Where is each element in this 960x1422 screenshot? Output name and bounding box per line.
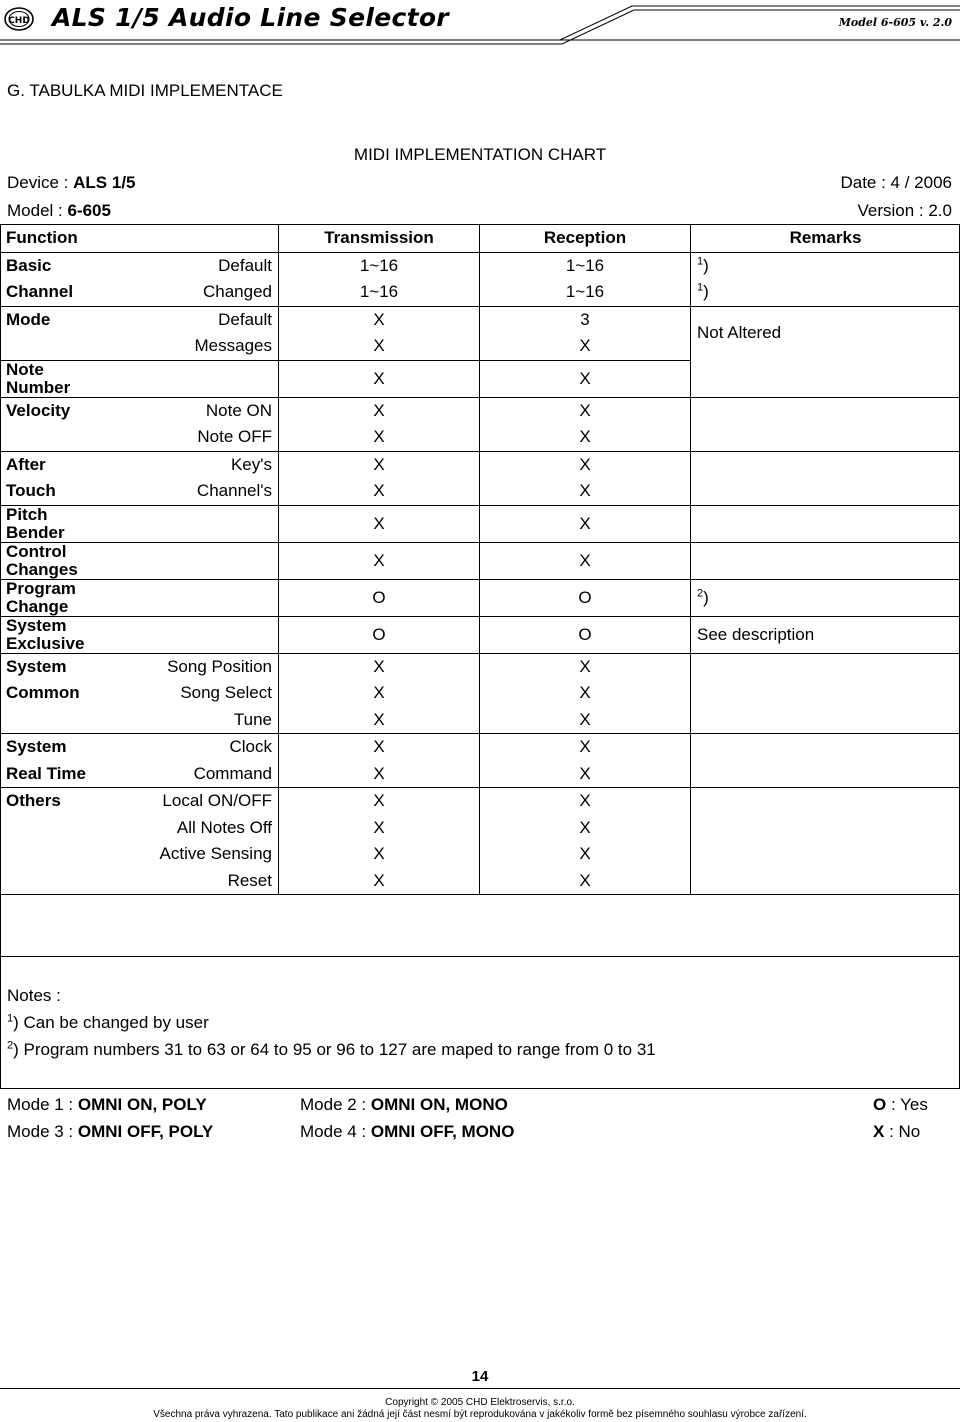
footer-divider <box>0 1388 960 1389</box>
row-function: After <box>6 454 46 474</box>
row-tx: X <box>279 868 480 895</box>
mode-2: Mode 2 : OMNI ON, MONO <box>300 1095 508 1114</box>
row-sub: Default <box>218 255 272 275</box>
row-remark <box>691 761 960 788</box>
table-row <box>0 542 960 579</box>
row-tx: X <box>279 680 480 707</box>
rights-notice: Všechna práva vyhrazena. Tato publikace ani žádná její část nesmí být reprodukována v jakékoliv formě bez písemného souhlasu výrobce zařízení. <box>153 1409 807 1420</box>
table-row <box>0 360 960 397</box>
row-sub: Reset <box>132 868 279 895</box>
row-remark: Not Altered <box>697 323 782 343</box>
row-remark: $^1$) <box>691 279 960 306</box>
row-sub: Song Position <box>167 656 272 676</box>
row-sub: Song Select <box>180 683 272 703</box>
table-row <box>0 734 960 761</box>
row-tx: X <box>279 478 480 505</box>
row-sub: Clock <box>229 737 272 757</box>
row-rx: X <box>480 734 691 761</box>
row-tx: 1~16 <box>279 279 480 306</box>
row-remark <box>691 680 960 707</box>
row-function <box>0 707 132 734</box>
row-tx: X <box>279 707 480 734</box>
chart-title: MIDI IMPLEMENTATION CHART <box>353 145 607 164</box>
row-rx: X <box>480 653 691 680</box>
row-remark <box>691 815 960 842</box>
row-remark <box>691 707 960 734</box>
row-remark <box>691 424 960 451</box>
row-rx: O <box>480 579 691 616</box>
row-remark: See description <box>691 616 960 653</box>
row-remark <box>691 734 960 761</box>
row-tx: O <box>279 579 480 616</box>
row-remark <box>691 788 960 815</box>
row-sub: All Notes Off <box>176 817 272 837</box>
table-row <box>0 252 960 279</box>
table-row <box>0 841 960 868</box>
note-2: $^2$) Program numbers 31 to 63 or 64 to 95 or 96 to 127 are maped to range from 0 to 31 <box>7 1039 656 1059</box>
row-rx: X <box>480 360 691 397</box>
row-remark <box>691 451 960 478</box>
row-remark: $^1$) <box>697 255 709 275</box>
row-sub: Key's <box>230 454 272 474</box>
row-tx: X <box>279 761 480 788</box>
row-rx: X <box>480 451 691 478</box>
row-rx: X <box>480 542 691 579</box>
mode-1: Mode 1 : OMNI ON, POLY <box>7 1095 207 1114</box>
row-function: Note Number <box>0 360 279 397</box>
row-rx: X <box>480 478 691 505</box>
model-info: Model : 6-605 <box>7 201 111 220</box>
row-sub: Active Sensing <box>159 844 272 864</box>
table-row <box>0 616 960 653</box>
device-info: Device : ALS 1/5 <box>7 173 136 192</box>
row-rx: 1~16 <box>480 252 691 279</box>
row-rx: X <box>480 788 691 815</box>
row-tx: X <box>279 815 480 842</box>
row-rx: X <box>480 841 691 868</box>
mode-4: Mode 4 : OMNI OFF, MONO <box>300 1122 515 1141</box>
row-function: Mode <box>6 309 51 329</box>
row-tx: X <box>279 505 480 542</box>
table-row <box>0 680 960 707</box>
row-tx: 1~16 <box>279 252 480 279</box>
row-remark <box>691 397 960 424</box>
row-sub: Tune <box>132 707 279 734</box>
table-row <box>0 306 960 333</box>
row-tx: X <box>279 788 480 815</box>
row-rx: X <box>480 424 691 451</box>
row-rx: X <box>480 397 691 424</box>
row-rx: 3 <box>480 306 691 333</box>
table-row <box>0 451 960 478</box>
row-function: Basic <box>6 255 52 275</box>
row-function: System Exclusive <box>0 616 279 653</box>
row-function <box>0 333 132 360</box>
row-function: Velocity <box>6 400 71 420</box>
row-function <box>0 868 132 895</box>
row-sub: Command <box>132 761 279 788</box>
copyright: Copyright © 2005 CHD Elektroservis, s.r.o. <box>385 1397 575 1408</box>
row-sub: Channel's <box>132 478 279 505</box>
notes-label: Notes : <box>7 986 61 1005</box>
chd-logo-icon <box>4 6 34 32</box>
row-function: Others <box>6 791 61 811</box>
row-remark <box>691 505 960 542</box>
row-tx: X <box>279 542 480 579</box>
row-tx: X <box>279 306 480 333</box>
table-row <box>0 788 960 815</box>
table-row <box>0 815 960 842</box>
svg-text:CHD: CHD <box>8 16 30 26</box>
table-row <box>0 868 960 895</box>
row-function: Channel <box>0 279 132 306</box>
date-info: Date : 4 / 2006 <box>840 173 952 192</box>
table-header-row <box>0 225 960 253</box>
midi-implementation-table <box>0 224 960 895</box>
row-remark <box>691 542 960 579</box>
table-row <box>0 653 960 680</box>
row-function: Program Change <box>0 579 279 616</box>
header-reception: Reception <box>480 225 691 253</box>
row-tx: X <box>279 333 480 360</box>
document-title: ALS 1/5 Audio Line Selector <box>52 3 449 32</box>
row-rx: X <box>480 707 691 734</box>
table-row <box>0 579 960 616</box>
row-tx: O <box>279 616 480 653</box>
row-rx: X <box>480 333 691 360</box>
row-rx: O <box>480 616 691 653</box>
row-rx: X <box>480 868 691 895</box>
legend-yes: O : Yes <box>873 1095 928 1114</box>
version-info: Version : 2.0 <box>857 201 952 220</box>
row-tx: X <box>279 653 480 680</box>
row-function: Control Changes <box>0 542 279 579</box>
row-function: Pitch Bender <box>0 505 279 542</box>
row-function: Real Time <box>0 761 132 788</box>
row-sub: Local ON/OFF <box>162 791 272 811</box>
row-sub: Note OFF <box>132 424 279 451</box>
mode-3: Mode 3 : OMNI OFF, POLY <box>7 1122 214 1141</box>
table-row <box>0 707 960 734</box>
row-rx: 1~16 <box>480 279 691 306</box>
row-sub: Changed <box>132 279 279 306</box>
row-function <box>0 815 132 842</box>
row-function: Touch <box>0 478 132 505</box>
row-rx: X <box>480 815 691 842</box>
header-function: Function <box>0 225 279 253</box>
row-sub: Messages <box>132 333 279 360</box>
row-remark <box>691 653 960 680</box>
section-title: G. TABULKA MIDI IMPLEMENTACE <box>7 81 283 100</box>
legend-no: X : No <box>873 1122 921 1141</box>
row-function: System <box>6 737 67 757</box>
header-remarks: Remarks <box>691 225 960 253</box>
page-number: 14 <box>471 1368 489 1385</box>
row-function: Common <box>6 683 80 703</box>
row-function <box>0 424 132 451</box>
header-transmission: Transmission <box>279 225 480 253</box>
table-row <box>0 761 960 788</box>
row-function: System <box>6 656 67 676</box>
note-1: $^1$) Can be changed by user <box>7 1012 209 1032</box>
row-function <box>0 841 132 868</box>
row-rx: X <box>480 680 691 707</box>
row-remark <box>691 360 960 397</box>
row-remark <box>691 868 960 895</box>
row-tx: X <box>279 424 480 451</box>
row-sub: Default <box>218 309 272 329</box>
row-tx: X <box>279 451 480 478</box>
row-tx: X <box>279 841 480 868</box>
row-tx: X <box>279 397 480 424</box>
table-row <box>0 478 960 505</box>
row-rx: X <box>480 761 691 788</box>
row-remark: $^2$) <box>691 579 960 616</box>
row-tx: X <box>279 734 480 761</box>
row-rx: X <box>480 505 691 542</box>
table-row <box>0 424 960 451</box>
row-remark <box>691 841 960 868</box>
row-remark <box>691 478 960 505</box>
row-tx: X <box>279 360 480 397</box>
row-sub: Note ON <box>205 400 272 420</box>
table-row <box>0 397 960 424</box>
model-version: Model 6-605 v. 2.0 <box>838 16 952 29</box>
table-row <box>0 505 960 542</box>
table-row <box>0 279 960 306</box>
